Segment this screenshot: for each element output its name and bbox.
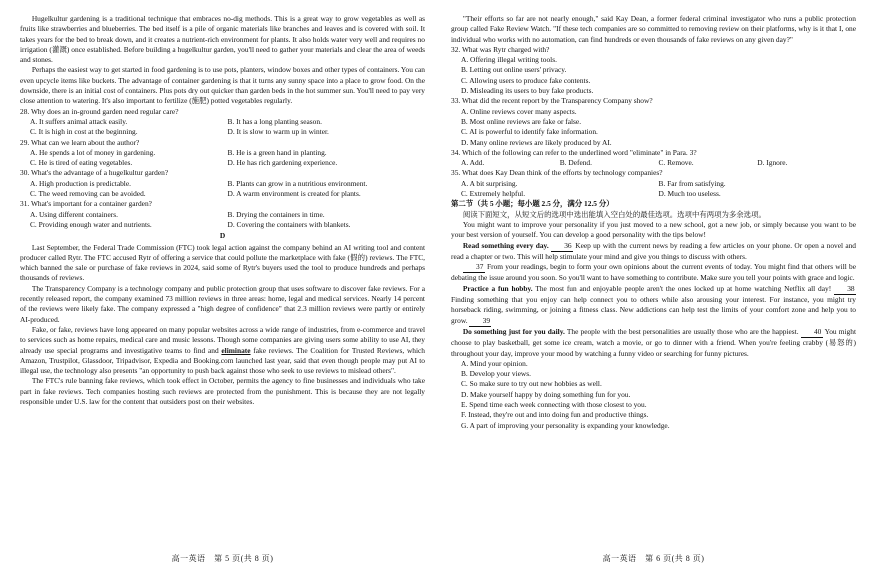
option-c: C. Providing enough water and nutrients. (30, 219, 152, 229)
cloze-options (451, 359, 856, 431)
paragraph-text: The most fun and enjoyable people aren't the ones locked up at home watching Netflix all day! (532, 283, 834, 293)
cloze-option-f: F. Instead, they're out and into doing fun and productive things. (461, 410, 649, 420)
paragraph-text: Keep up with the current news by reading a few articles on your phone. Or open a novel and read a chapter or two. This will help stimulate your mind and give you things to discuss with others. (451, 240, 857, 261)
option-b: B. Most online reviews are fake or false. (461, 116, 582, 126)
question-stem: 30. What's the advantage of a hugelkultur garden? (20, 168, 169, 178)
option-b: B. Drying the containers in time. (227, 209, 325, 219)
cloze-option-a: A. Mind your opinion. (461, 358, 528, 368)
option-c: C. AI is powerful to identify fake information. (461, 127, 598, 137)
paragraph-text: From your readings, begin to form your own opinions about the current events of today. You might find that others will be debating the issue around you soon. So you'll want to have something to contribute. Make sure you tell your points with grace and logic. (451, 262, 856, 283)
option-d: D. Covering the containers with blankets. (227, 219, 351, 229)
question-30 (20, 168, 425, 199)
question-stem: 35. What does Kay Dean think of the efforts by technology companies? (451, 168, 663, 178)
passage-d-paragraph-2: The Transparency Company is a technology company and public protection group that uses software to discover fake reviews. For a recently released report, the company examined 73 million reviews in three areas: home, legal and medical services. Nearly 14 percent of the reviews were likely fake. The company expressed a "high degree of confidence" that 2.3 million reviews were partly or entirely AI-produced. (20, 283, 425, 324)
option-d: D. A warm environment is created for plants. (227, 189, 361, 199)
option-d: D. It is slow to warm up in winter. (227, 127, 329, 137)
option-a: A. It suffers animal attack easily. (30, 116, 128, 126)
option-c: C. Extremely helpful. (461, 189, 526, 199)
passage-d-paragraph-5: "Their efforts so far are not nearly enough," said Kay Dean, a former federal criminal investigator who runs a public protection group called Fake Review Watch. "If these tech companies are so committed to removing review on their platforms, why is it that I, one individual who works with no automation, can find hundreds or even thousands of fake reviews on any given day?" (451, 14, 856, 44)
paragraph-text: Finding something that you enjoy can help connect you to others while also arousing your interest. For instance, you might try horseback riding, swimming, or joining a fitness class. New addictions can help test the limits of your comfort zone and help you to grow. (451, 295, 856, 325)
tip-heading: Do something just for you daily. (462, 326, 565, 336)
passage-c-paragraph-1: Hugelkultur gardening is a traditional technique that embraces no-dig methods. This is a great way to grow vegetables as well as fruits like strawberries and blueberries. The bed itself is a pile of organic materials like branches and leaves and is covered with soil. It takes years for the bed to break down, and it creates a nutrient-rich environment for plants. It also holds water very well and requires no irrigation (灌溉) once established. Before building a hugelkultur garden, you'll need to gather your materials and clear the area of weeds and stones. (20, 14, 425, 65)
section-2-instructions: 阅读下面短文，从短文后的选项中选出能填入空白处的最佳选项。选项中有两项为多余选项。 (462, 209, 766, 219)
option-a: A. Using different containers. (30, 209, 118, 219)
option-d: D. Many online reviews are likely produced by AI. (461, 137, 612, 147)
cloze-intro: You might want to improve your personality if you just moved to a new school, got a new job, or simply because you want to be your best version of yourself. You can develop a good personality with the tips below! (451, 219, 856, 240)
right-content (451, 14, 856, 431)
page-footer: 高一英语 第 6 页(共 8 页) (602, 554, 705, 563)
option-a: A. A bit surprising. (461, 178, 518, 188)
cloze-paragraph-2 (451, 262, 856, 284)
option-d: D. Much too useless. (658, 189, 721, 199)
blank-40: 40 (801, 327, 823, 338)
passage-d-paragraph-3 (20, 325, 425, 376)
question-29 (20, 138, 425, 169)
paragraph-text: The people with the best personalities are usually those who are the happiest. (564, 326, 801, 336)
question-stem: 32. What was Rytr charged with? (451, 44, 550, 54)
question-stem: 28. Why does an in-ground garden need regular care? (20, 106, 179, 116)
right-page (451, 0, 856, 578)
option-c: C. Allowing users to produce fake contents. (461, 75, 591, 85)
blank-37: 37 (463, 262, 485, 273)
option-b: B. Plants can grow in a nutritious environment. (227, 178, 368, 188)
paragraph-text: fake reviews. The Coalition for Trusted Reviews, which Amazon, Trustpilot, Glassdoor, Tripadvisor, Expedia and Booking.com launched last year, said that even though people may put AI to illegal use, the technology also presents "an opportunity to push back against those who seek to use reviews to mislead others". (20, 345, 426, 376)
option-c: C. The weed removing can be avoided. (30, 189, 146, 199)
question-34 (451, 148, 856, 169)
passage-d-paragraph-1: Last September, the Federal Trade Commission (FTC) took legal action against the company behind an AI writing tool and content producer called Rytr. The FTC accused Rytr of offering a service that could pollute the marketplace with fake (假的) reviews. The FTC, which banned the sale or purchase of fake reviews in 2024, said some of Rytr's buyers used the tool to produce hundreds and perhaps thousands of reviews. (20, 242, 425, 283)
section-2-points: （共 5 小题；每小题 2.5 分，满分 12.5 分） (473, 199, 614, 209)
section-2-heading (451, 199, 856, 209)
cloze-option-e: E. Spend time each week connecting with those closest to you. (461, 399, 647, 409)
cloze-option-b: B. Develop your views. (461, 369, 531, 379)
tip-heading: Read something every day. (462, 240, 549, 250)
question-stem: 29. What can we learn about the author? (20, 137, 140, 147)
underlined-word: eliminate (221, 345, 251, 355)
option-c: C. Remove. (658, 158, 694, 168)
section-d-heading: D (219, 231, 226, 241)
blank-38: 38 (834, 284, 856, 295)
cloze-paragraph-1 (451, 241, 856, 263)
cloze-option-c: C. So make sure to try out new hobbies as well. (461, 379, 602, 389)
option-a: A. Offering illegal writing tools. (461, 55, 557, 65)
passage-c-paragraph-2: Perhaps the easiest way to get started in food gardening is to use pots, planters, window boxes and other types of containers. You can even upcycle items like buckets. The advantage of container gardening is that it turns any sunny space into a place to grow food. On the downside, there is an initial cost of containers. Plus pots dry out quicker than garden beds in the hot summer sun. You'll need to pay very close attention to watering. It's also important to fertilize (施肥) potted vegetables regularly. (20, 65, 425, 106)
question-32 (451, 45, 856, 96)
option-d: D. He has rich gardening experience. (227, 158, 338, 168)
option-a: A. Add. (461, 158, 485, 168)
cloze-paragraph-3 (451, 284, 856, 327)
option-a: A. He spends a lot of money in gardening. (30, 147, 156, 157)
question-stem: 33. What did the recent report by the Transparency Company show? (451, 96, 653, 106)
option-c: C. He is tired of eating vegetables. (30, 158, 133, 168)
option-b: B. He is a green hand in planting. (227, 147, 327, 157)
option-b: B. Far from satisfying. (658, 178, 726, 188)
option-a: A. High production is predictable. (30, 178, 131, 188)
option-b: B. Letting out online users' privacy. (461, 65, 567, 75)
question-stem: 31. What's important for a container garden? (20, 199, 152, 209)
blank-36: 36 (551, 241, 573, 252)
cloze-paragraph-4 (451, 327, 856, 359)
option-a: A. Online reviews cover many aspects. (461, 106, 577, 116)
paragraph-text: You might choose to play basketball, get some ice cream, watch a movie, or go to dinner with a friend. When you're feeling crabby (易怒的) throughout your day, improve your mood by watching a funny video or searching for funny pictures. (451, 326, 857, 358)
page-footer: 高一英语 第 5 页(共 8 页) (171, 554, 274, 563)
option-b: B. It has a long planting season. (227, 116, 322, 126)
option-d: D. Misleading its users to buy fake products. (461, 86, 594, 96)
question-31 (20, 199, 425, 230)
cloze-option-g: G. A part of improving your personality is expanding your knowledge. (461, 420, 670, 430)
tip-heading: Practice a fun hobby. (462, 283, 533, 293)
blank-39: 39 (469, 316, 491, 327)
left-page (20, 0, 425, 578)
cloze-option-d: D. Make yourself happy by doing something fun for you. (461, 389, 631, 399)
question-28 (20, 107, 425, 138)
left-content (20, 14, 425, 407)
passage-d-paragraph-4: The FTC's rule banning fake reviews, which took effect in October, permits the agency to fine businesses and individuals who take part in fake reviews. Tech companies hosting such reviews are protected from the punishment. This is because they are not legally responsible under U.S. law for the content that outsiders post on their websites. (20, 376, 425, 406)
question-stem: 34. Which of the following can refer to the underlined word "eliminate" in Para. 3? (451, 147, 697, 157)
paragraph-text: Fake, or fake, reviews have long appeared on many popular websites across a wide range of industries, from e-commerce and travel to services such as home repairs, medical care and music lessons. Though some companies are giving users some ability to use AI, they already use special programs and investigative teams to find and (20, 324, 425, 355)
section-2-label: 第二节 (451, 199, 474, 209)
option-c: C. It is high in cost at the beginning. (30, 127, 138, 137)
question-33 (451, 96, 856, 147)
option-d: D. Ignore. (757, 158, 788, 168)
option-b: B. Defend. (559, 158, 592, 168)
question-35 (451, 168, 856, 199)
